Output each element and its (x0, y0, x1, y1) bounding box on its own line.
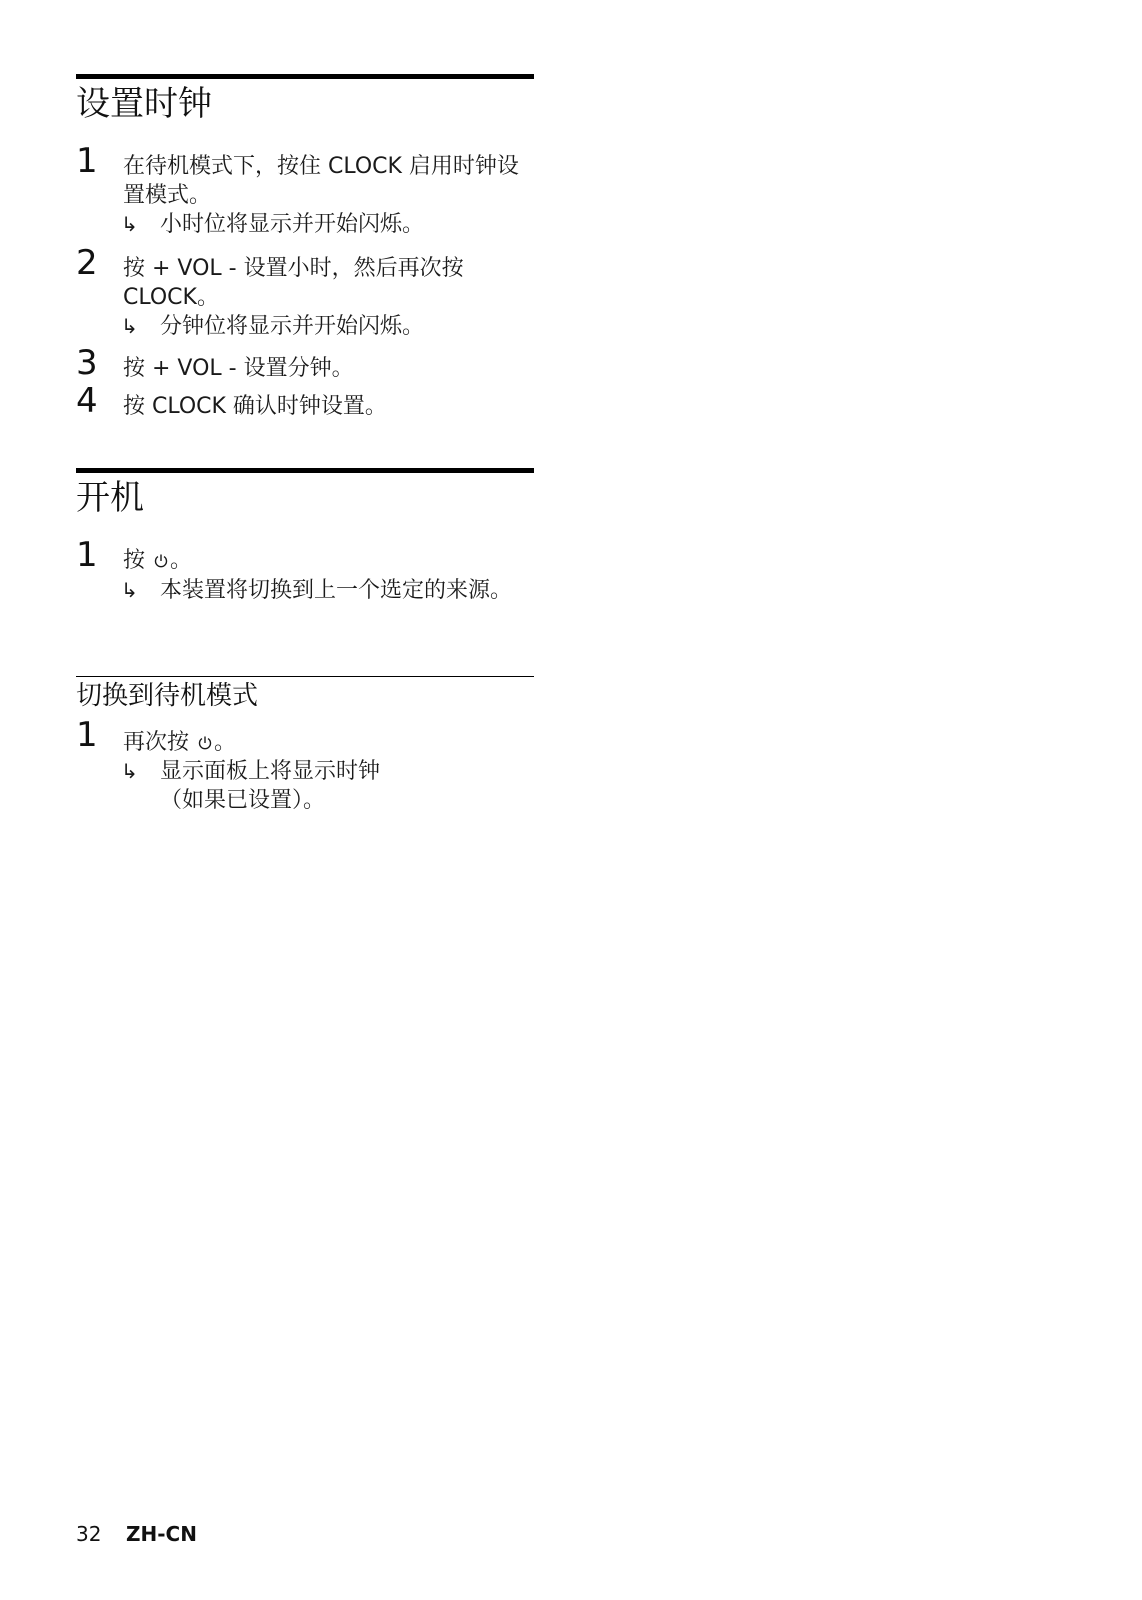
section-rule-top (76, 74, 534, 79)
result-arrow-icon: ↳ (121, 212, 138, 236)
step-number: 3 (76, 343, 98, 383)
step-text (123, 546, 533, 577)
step-text-before: 再次按 (123, 730, 190, 755)
step-number: 1 (76, 141, 98, 181)
section-rule-top (76, 676, 534, 677)
step-text: 按 + VOL - 设置小时，然后再次按 CLOCK。 (123, 256, 464, 310)
step-result: 分钟位将显示并开始闪烁。 (160, 314, 425, 339)
page-number: 32 (76, 1522, 102, 1546)
power-icon (197, 730, 213, 759)
step-text (123, 728, 533, 759)
section-rule-top (76, 468, 534, 473)
result-arrow-icon: ↳ (121, 578, 138, 602)
section-title-standby: 切换到待机模式 (76, 681, 259, 711)
step-text: 按 + VOL - 设置分钟。 (123, 356, 354, 381)
power-icon (153, 548, 169, 577)
step-number: 2 (76, 243, 98, 283)
step-text-after: 。 (170, 548, 193, 573)
step-number: 1 (76, 715, 98, 755)
language-code: ZH-CN (126, 1522, 197, 1546)
step-result: 本装置将切换到上一个选定的来源。 (160, 578, 513, 603)
step-text: 在待机模式下，按住 CLOCK 启用时钟设置模式。 (123, 154, 519, 208)
result-arrow-icon: ↳ (121, 314, 138, 338)
step-result: 显示面板上将显示时钟（如果已设置）。 (160, 759, 381, 813)
step-text-before: 按 (123, 548, 146, 573)
step-number: 4 (76, 381, 98, 421)
section-title-power-on: 开机 (76, 478, 144, 518)
section-title-set-clock: 设置时钟 (76, 84, 212, 124)
step-text-after: 。 (214, 730, 237, 755)
step-result: 小时位将显示并开始闪烁。 (160, 212, 425, 237)
step-text: 按 CLOCK 确认时钟设置。 (123, 394, 387, 419)
result-arrow-icon: ↳ (121, 759, 138, 783)
step-number: 1 (76, 535, 98, 575)
